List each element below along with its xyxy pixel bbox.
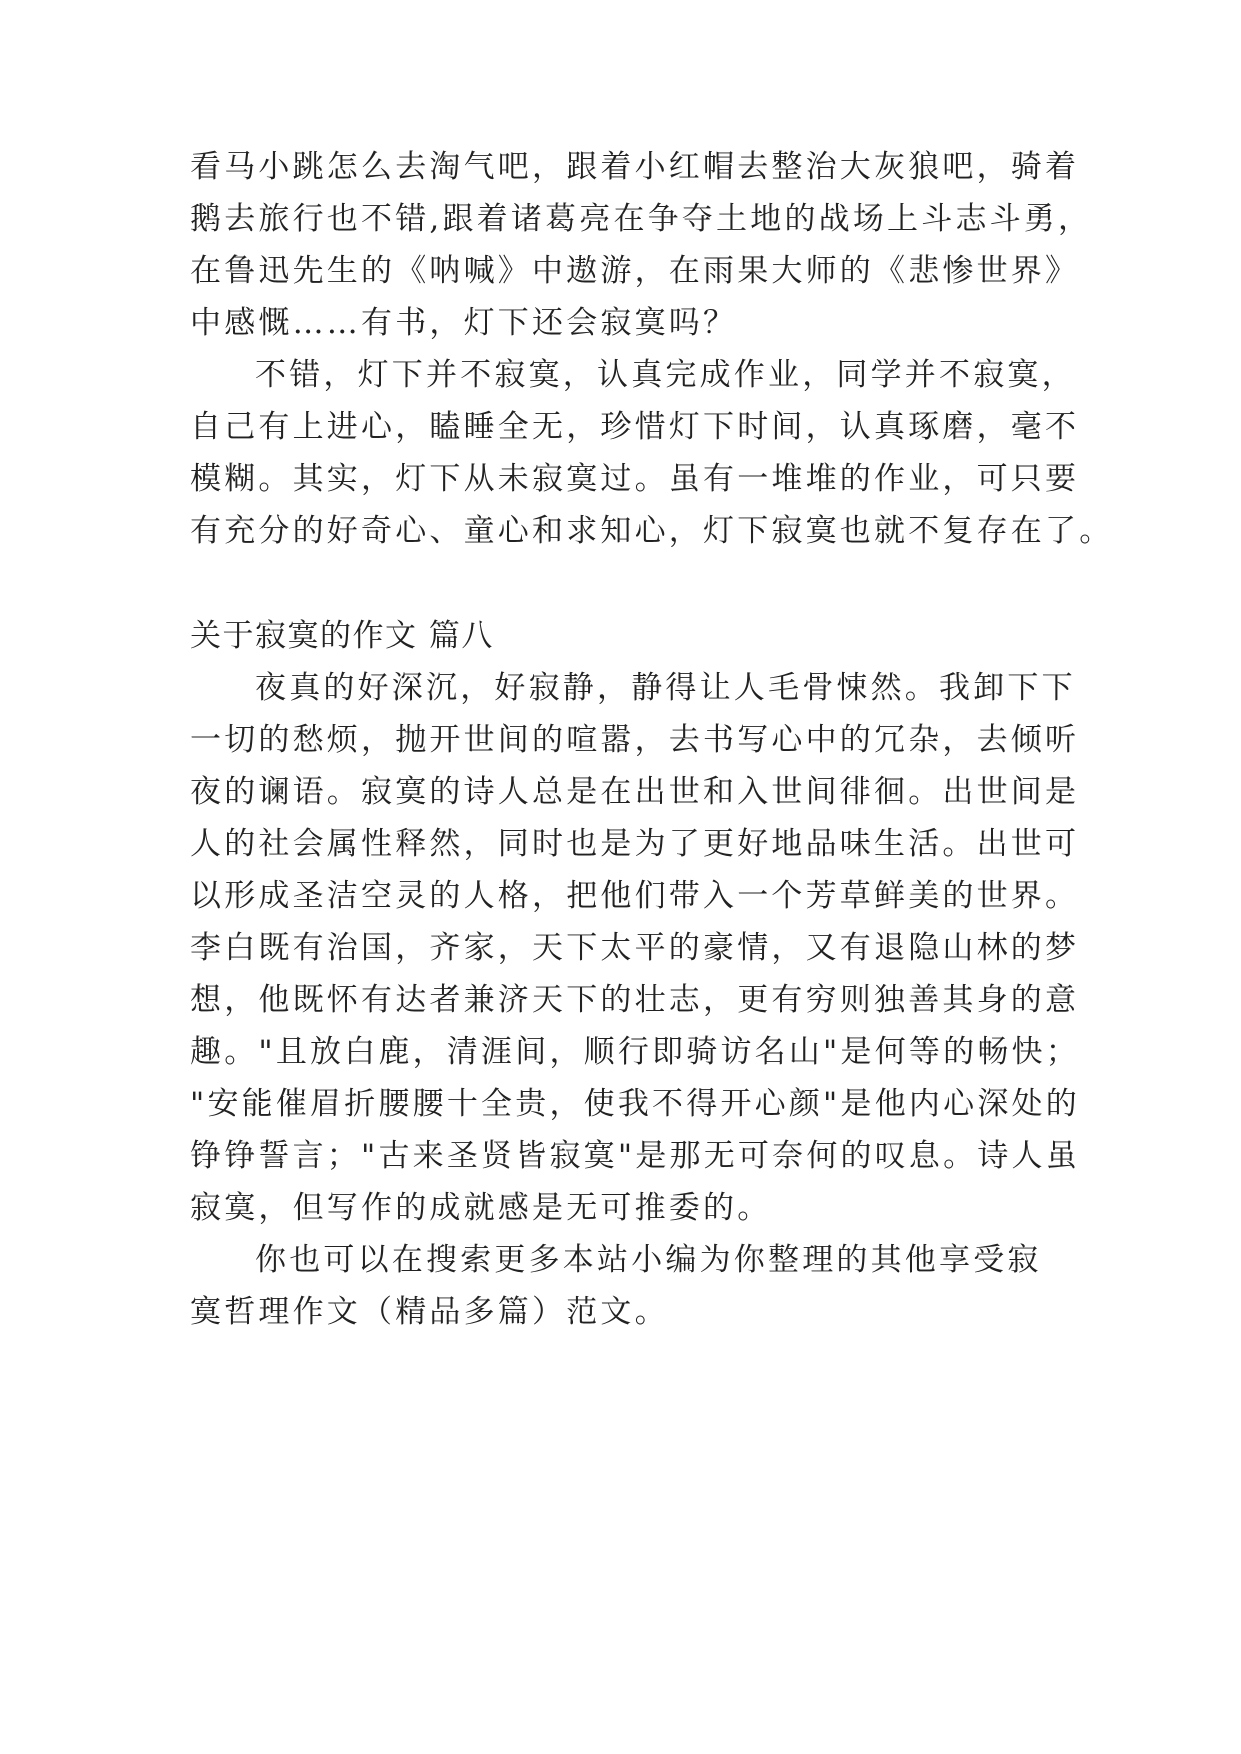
- text-line: 以形成圣洁空灵的人格，把他们带入一个芳草鲜美的世界。: [190, 878, 1080, 914]
- text-line: 不错，灯下并不寂寞，认真完成作业，同学并不寂寞，: [255, 357, 1076, 393]
- text-line: 鹅去旅行也不错,跟着诸葛亮在争夺土地的战场上斗志斗勇，: [190, 201, 1093, 237]
- text-line: "安能催眉折腰腰十全贵，使我不得开心颜"是他内心深处的: [190, 1086, 1080, 1122]
- text-line: 在鲁迅先生的《呐喊》中遨游，在雨果大师的《悲惨世界》: [190, 253, 1080, 289]
- text-line: 自己有上进心，瞌睡全无，珍惜灯下时间，认真琢磨，毫不: [190, 409, 1080, 445]
- section-heading: 关于寂寞的作文 篇八: [190, 618, 494, 654]
- text-line: 夜的谰语。寂寞的诗人总是在出世和入世间徘徊。出世间是: [190, 774, 1080, 810]
- text-line: 铮铮誓言；"古来圣贤皆寂寞"是那无可奈何的叹息。诗人虽: [190, 1138, 1080, 1174]
- text-line: 李白既有治国，齐家，天下太平的豪情，又有退隐山林的梦: [190, 930, 1080, 966]
- text-line: 看马小跳怎么去淘气吧，跟着小红帽去整治大灰狼吧，骑着: [190, 149, 1080, 185]
- text-line: 趣。"且放白鹿，清涯间，顺行即骑访名山"是何等的畅快；: [190, 1034, 1080, 1070]
- text-line: 想，他既怀有达者兼济天下的壮志，更有穷则独善其身的意: [190, 982, 1080, 1018]
- text-line: 寂寞，但写作的成就感是无可推委的。: [190, 1190, 772, 1226]
- text-line: 模糊。其实，灯下从未寂寞过。虽有一堆堆的作业，可只要: [190, 461, 1080, 497]
- text-line: 人的社会属性释然，同时也是为了更好地品味生活。出世可: [190, 826, 1080, 862]
- text-line: 寞哲理作文（精品多篇）范文。: [190, 1294, 669, 1330]
- text-line: 夜真的好深沉，好寂静，静得让人毛骨悚然。我卸下下: [255, 670, 1076, 706]
- text-line: 一切的愁烦，抛开世间的喧嚣，去书写心中的冗杂，去倾听: [190, 722, 1080, 758]
- text-line: 中感慨……有书，灯下还会寂寞吗？: [190, 305, 738, 341]
- text-line: 有充分的好奇心、童心和求知心，灯下寂寞也就不复存在了。: [190, 513, 1114, 549]
- text-line: 你也可以在搜索更多本站小编为你整理的其他享受寂: [255, 1242, 1042, 1278]
